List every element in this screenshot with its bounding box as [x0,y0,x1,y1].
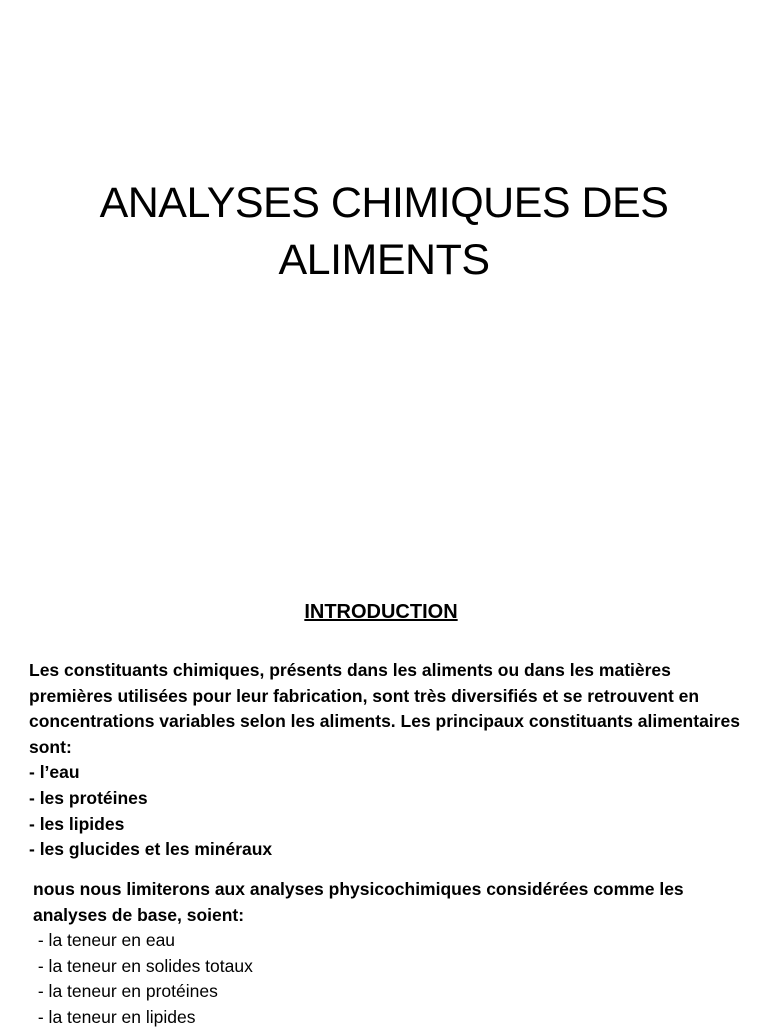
list-item: - la teneur en eau [33,930,176,951]
list-item: - la teneur en solides totaux [33,955,253,976]
introduction-paragraph: Les constituants chimiques, présents dans les aliments ou dans les matières premières utilisées pour leur fabrication, sont très diversifiés et se retrouvent en concentrations variables selon les aliments. Les principaux constituants alimentaires sont: [29,660,740,757]
introduction-heading: INTRODUCTION [304,601,458,623]
list-item: - les glucides et les minéraux [29,839,273,860]
slide-title [0,175,768,289]
list-item: - les protéines [29,787,148,808]
list-item: - l’eau [29,762,80,783]
slide-title-line-1: ANALYSES CHIMIQUES DES [99,178,669,227]
list-item: - les lipides [29,813,125,834]
list-item: - la teneur en protéines [33,981,218,1002]
list-item: - la teneur en lipides [33,1006,196,1027]
introduction-section [29,658,749,863]
analyses-list [33,928,753,1030]
analyses-paragraph: nous nous limiterons aux analyses physicochimiques considérées comme les analyses de base, soient: [33,879,684,925]
slide-title-line-2: ALIMENTS [278,235,490,284]
constituents-list [29,760,749,862]
analyses-section [33,877,753,1031]
